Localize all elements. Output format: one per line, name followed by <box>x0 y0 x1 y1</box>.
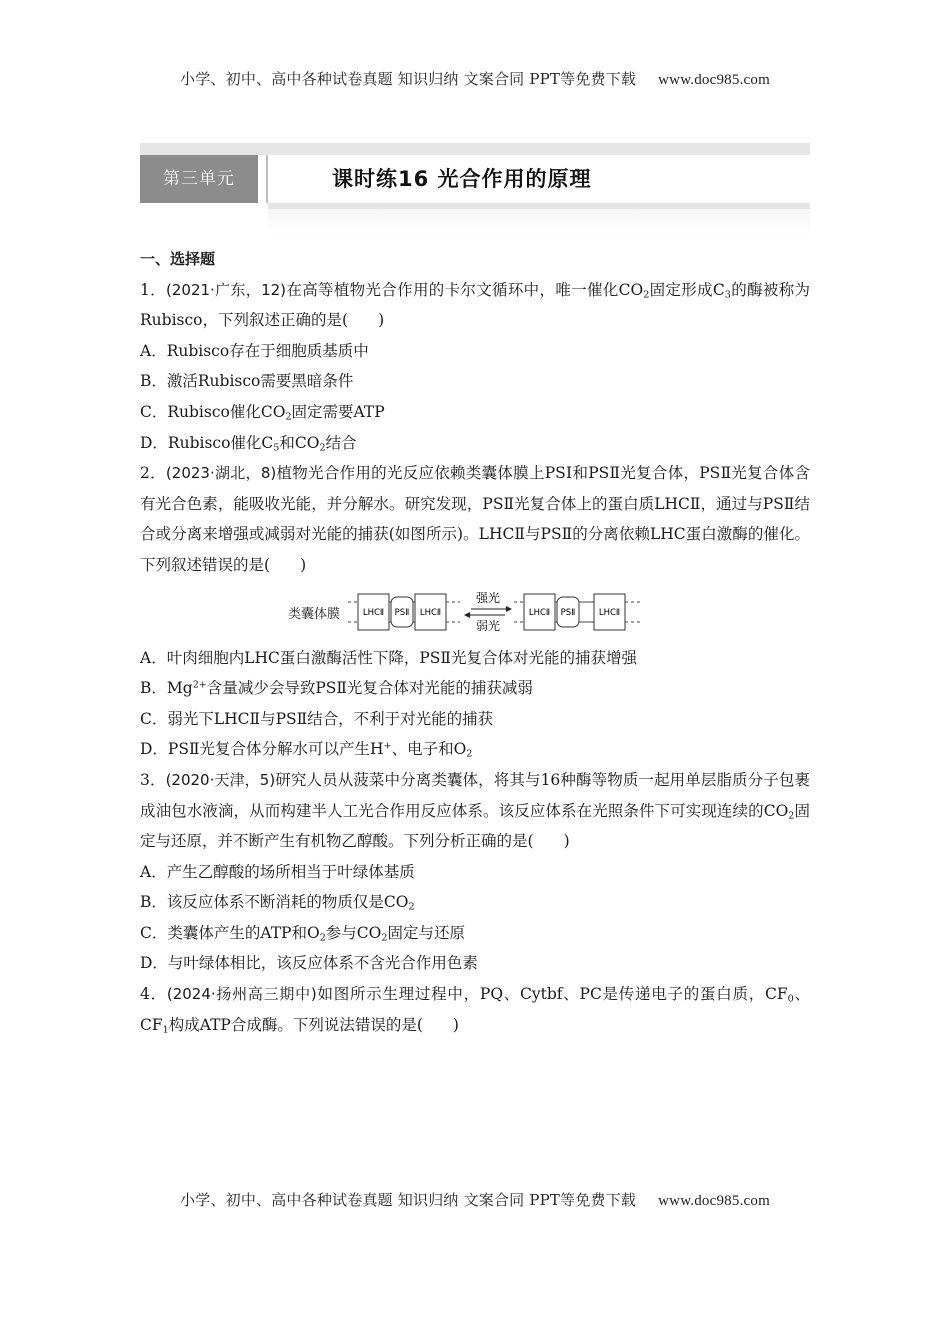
question-3-stem <box>140 765 810 857</box>
ps-label: PSⅡ <box>394 607 410 618</box>
title-banner <box>140 143 810 235</box>
option-text: 、电子和O <box>391 740 467 759</box>
lhc-psii-diagram <box>288 589 648 635</box>
option-text: 结合 <box>325 433 357 452</box>
subscript: 0 <box>787 993 794 1005</box>
weak-light-label: 弱光 <box>475 618 501 633</box>
question-1-stem <box>140 275 810 336</box>
subscript: 2 <box>408 901 415 913</box>
question-number: 2． <box>140 464 166 483</box>
header-site: www.doc985.com <box>658 72 770 88</box>
question-source: (2020·天津，5) <box>165 770 276 789</box>
stem-close: ) <box>563 832 570 851</box>
lhc-label: LHCⅡ <box>419 607 442 618</box>
membrane-label: 类囊体膜 <box>288 606 341 622</box>
option-text: 固定需要ATP <box>291 402 385 421</box>
subscript: 5 <box>273 441 280 453</box>
stem-text: 构成ATP合成酶。下列说法错误的是( <box>168 1015 423 1034</box>
page-header <box>0 68 950 89</box>
subscript: 2 <box>643 288 650 300</box>
option-text: B．Mg <box>140 679 193 698</box>
footer-site: www.doc985.com <box>658 1193 770 1209</box>
question-2-option-c[interactable]: C．弱光下LHCⅡ与PSⅡ结合，不利于对光能的捕获 <box>140 709 494 728</box>
question-1-option-b[interactable]: B．激活Rubisco需要黑暗条件 <box>140 372 354 391</box>
banner-divider <box>266 155 268 203</box>
option-text: C．Rubisco催化CO <box>140 402 286 421</box>
subscript: 2 <box>285 411 292 423</box>
question-3-option-c[interactable] <box>140 918 810 949</box>
subscript: 2 <box>466 748 473 760</box>
option-text: 和CO <box>279 433 320 452</box>
stem-text: 研究人员从菠菜中分离类囊体，将其与16种酶等物质一起用单层脂质分子包裹成油包水液滴，从而构建半人工光合作用反应体系。该反应体系在光照条件下可实现连续的CO <box>140 770 810 820</box>
superscript: 2+ <box>192 679 207 691</box>
question-1-option-d[interactable] <box>140 428 810 459</box>
question-number: 3． <box>140 770 166 789</box>
option-text: D．Rubisco催化C <box>140 433 274 452</box>
question-2-option-d[interactable] <box>140 734 810 765</box>
question-4-stem <box>140 979 810 1040</box>
stem-text: 、CF <box>140 985 810 1034</box>
stem-text: 植物光合作用的光反应依赖类囊体膜上PSⅠ和PSⅡ光复合体，PSⅡ光复合体含有光合色素，能吸收光能，并分解水。研究发现，PSⅡ光复合体上的蛋白质LHCⅡ，通过与PSⅡ结合或分离来增强或减弱对光能的捕获(如图所示)。LHCⅡ与PSⅡ的分离依赖LHC蛋白激酶的催化。下列叙述错误的是( <box>140 464 810 574</box>
lhc-label: LHCⅡ <box>528 607 551 618</box>
subscript: 2 <box>319 441 326 453</box>
section-title: 一、选择题 <box>140 250 216 268</box>
stem-close: ) <box>378 311 385 330</box>
stem-text: 在高等植物光合作用的卡尔文循环中，唯一催化CO <box>286 280 644 299</box>
arrow-left-head <box>464 612 470 618</box>
question-number: 1． <box>140 280 167 299</box>
header-text: 小学、初中、高中各种试卷真题 知识归纳 文案合同 PPT等免费下载 <box>180 70 637 88</box>
question-2-option-b[interactable] <box>140 673 810 704</box>
banner-shadow <box>268 209 810 235</box>
option-text: B．该反应体系不断消耗的物质仅是CO <box>140 893 409 912</box>
subscript: 2 <box>319 932 326 944</box>
stem-close: ) <box>452 1015 459 1034</box>
question-3-option-d[interactable]: D．与叶绿体相比，该反应体系不含光合作用色素 <box>140 954 478 973</box>
stem-text: 固定形成C <box>649 280 725 299</box>
option-text: 固定与还原 <box>387 923 465 942</box>
strong-light-label: 强光 <box>475 590 501 605</box>
superscript: + <box>383 741 392 753</box>
banner-top-bar <box>140 143 810 155</box>
question-content <box>140 244 810 1040</box>
lhc-label: LHCⅡ <box>362 607 385 618</box>
question-1-option-c[interactable] <box>140 397 810 428</box>
subscript: 2 <box>381 932 388 944</box>
question-number: 4． <box>140 985 167 1004</box>
question-2-option-a[interactable]: A．叶肉细胞内LHC蛋白激酶活性下降，PSⅡ光复合体对光能的捕获增强 <box>140 648 637 667</box>
option-text: D．PSⅡ光复合体分解水可以产生H <box>140 740 384 759</box>
option-text: C．类囊体产生的ATP和O <box>140 923 320 942</box>
subscript: 2 <box>788 809 795 821</box>
option-text: 含量减少会导致PSⅡ光复合体对光能的捕获减弱 <box>206 679 533 698</box>
question-source: (2023·湖北，8) <box>165 464 277 483</box>
question-source: (2021·广东，12) <box>166 280 287 299</box>
question-1-option-a[interactable]: A．Rubisco存在于细胞质基质中 <box>140 341 369 360</box>
page-footer <box>0 1189 950 1210</box>
question-3-option-a[interactable]: A．产生乙醇酸的场所相当于叶绿体基质 <box>140 862 415 881</box>
stem-text: 的酶被称为Rubisco，下列叙述正确的是( <box>140 280 810 330</box>
subscript: 3 <box>724 288 731 300</box>
footer-text: 小学、初中、高中各种试卷真题 知识归纳 文案合同 PPT等免费下载 <box>180 1191 637 1209</box>
question-2-stem <box>140 458 810 580</box>
stem-text: 固定与还原，并不断产生有机物乙醇酸。下列分析正确的是( <box>140 801 810 851</box>
arrow-right-head <box>506 606 512 612</box>
question-source: (2024·扬州高三期中) <box>166 985 317 1004</box>
stem-close: ) <box>300 555 307 574</box>
option-text: 参与CO <box>325 923 382 942</box>
subscript: 1 <box>162 1024 169 1036</box>
unit-label: 第三单元 <box>140 155 258 203</box>
stem-text: 如图所示生理过程中，PQ、Cytbf、PC是传递电子的蛋白质，CF <box>316 985 788 1004</box>
ps-label: PSⅡ <box>560 607 576 618</box>
page-title: 课时练16 光合作用的原理 <box>332 167 592 191</box>
lhc-label: LHCⅡ <box>598 607 621 618</box>
question-3-option-b[interactable] <box>140 887 810 918</box>
